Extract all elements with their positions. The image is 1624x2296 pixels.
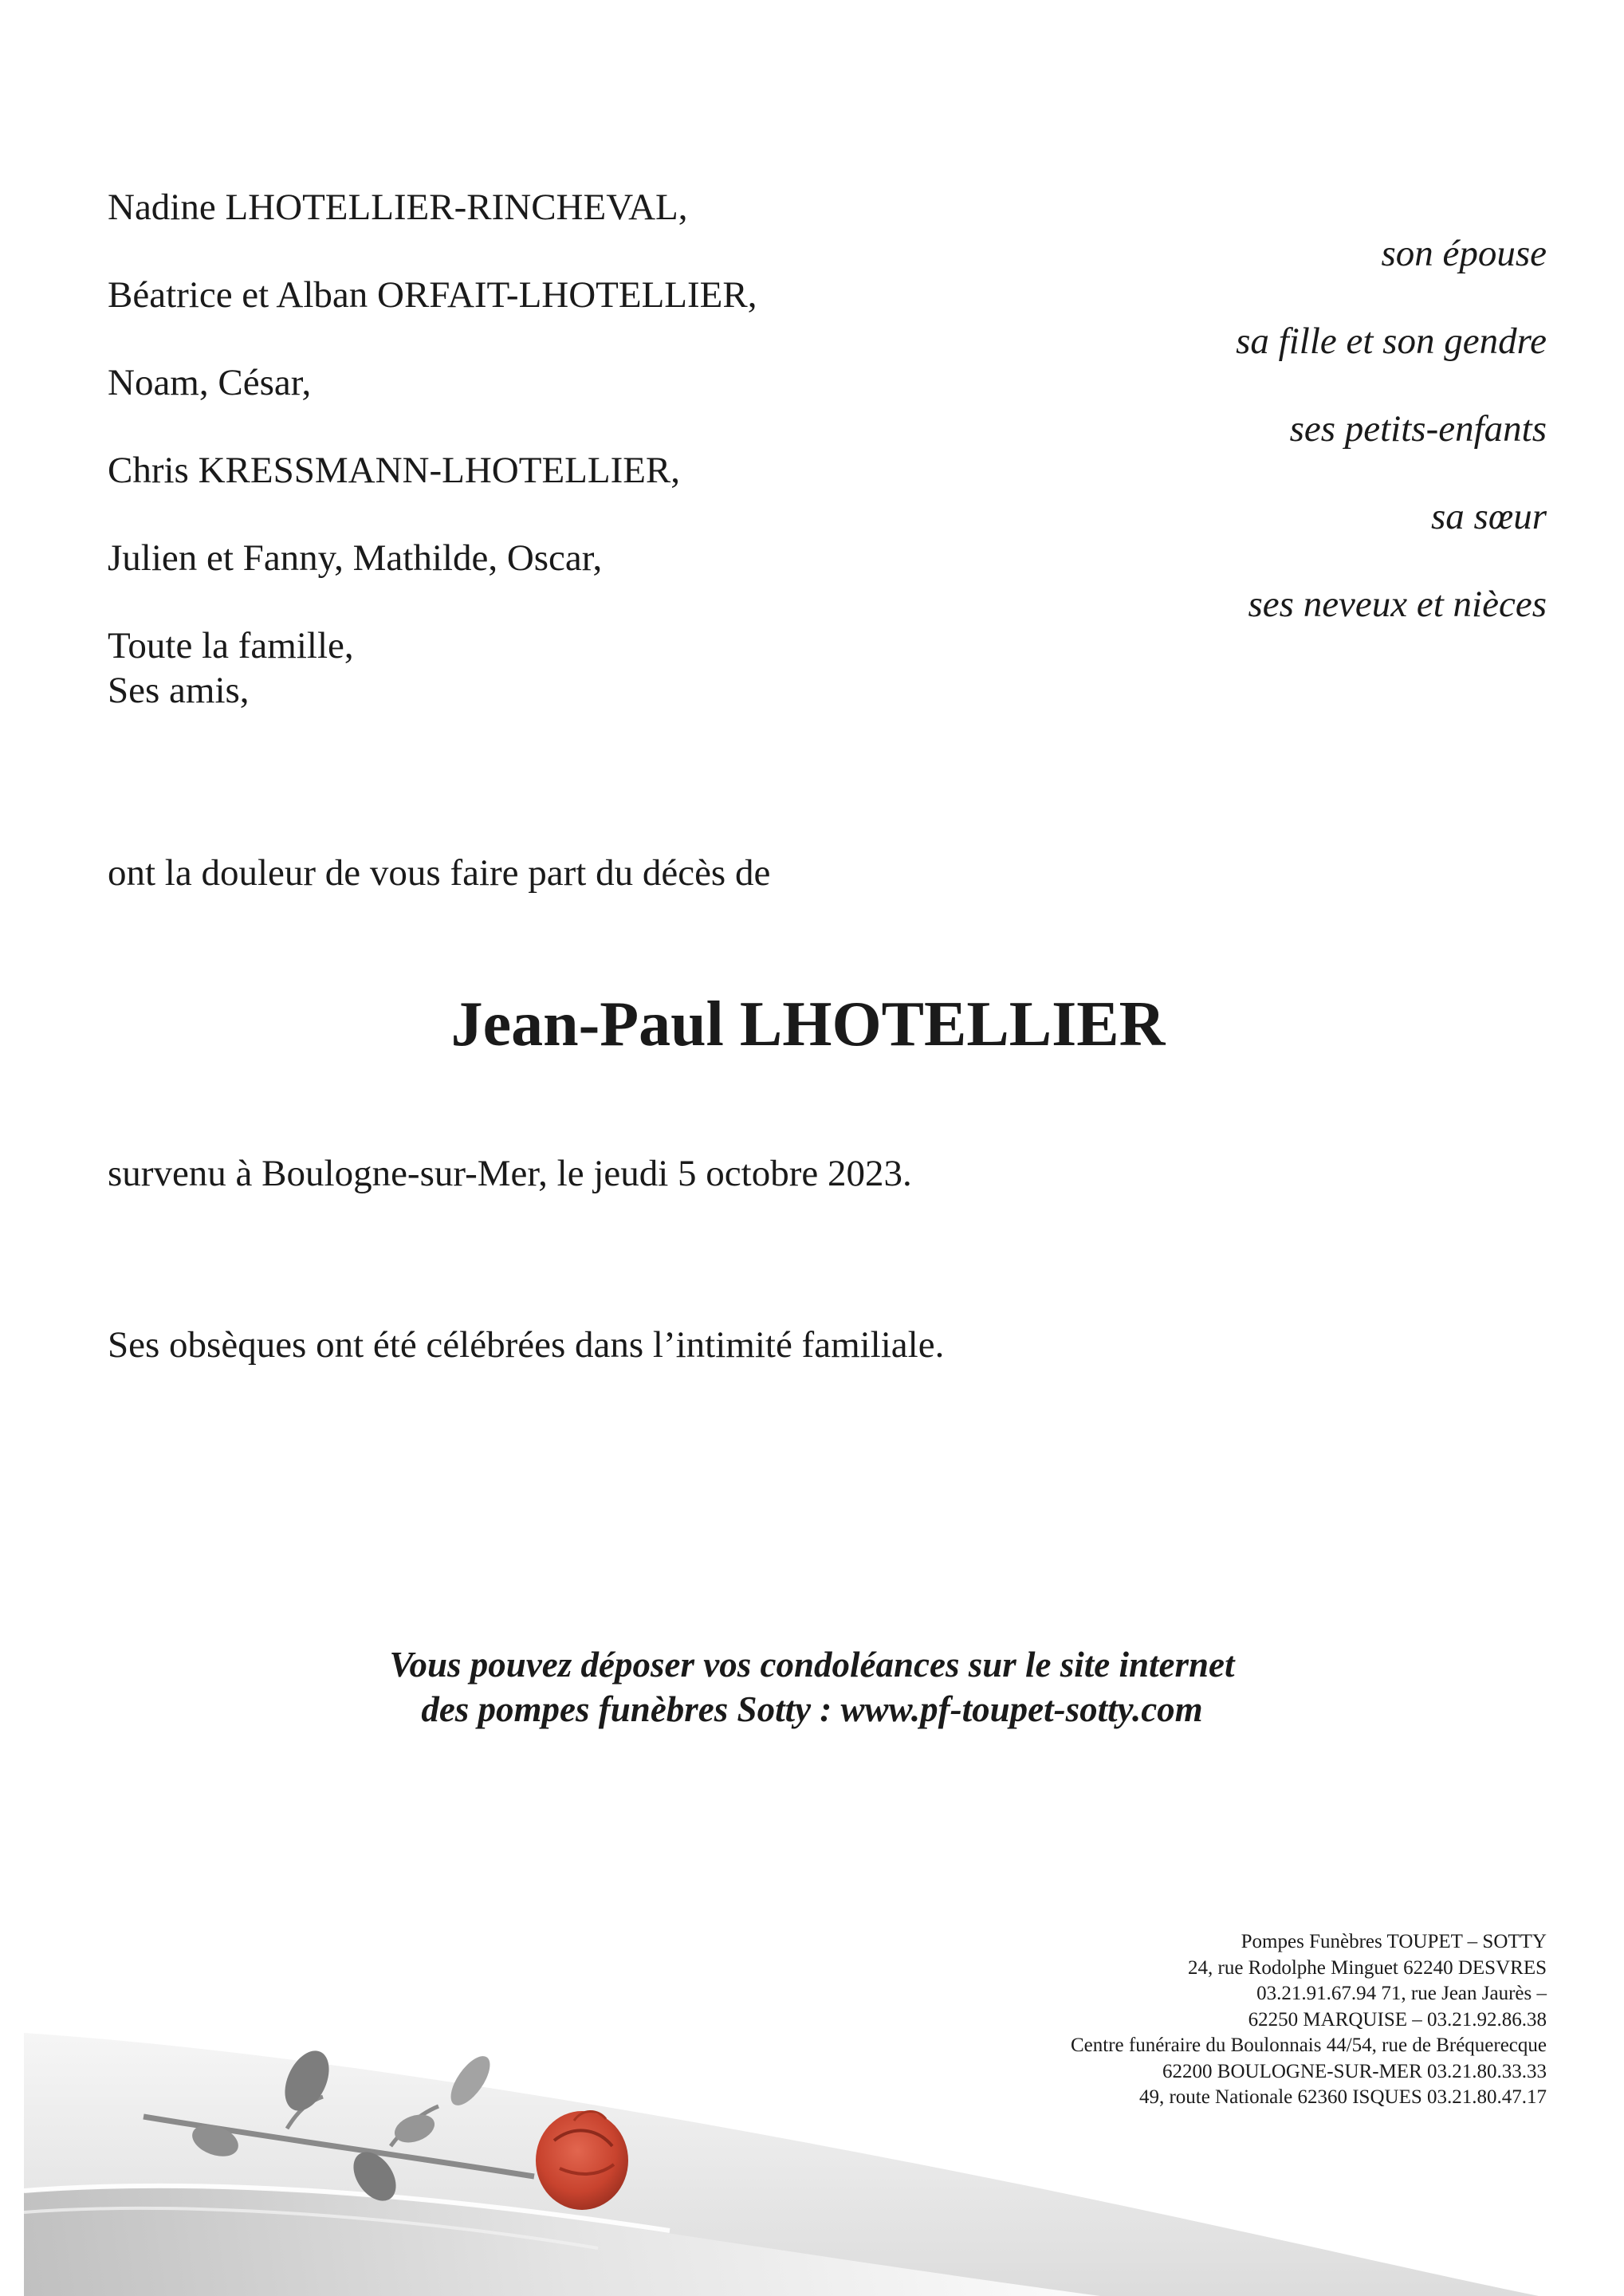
- family-member: Toute la famille,: [108, 625, 354, 666]
- condolences-notice: [0, 1642, 1624, 1732]
- rose-bloom: [536, 2111, 628, 2210]
- funeral-home-line: 49, route Nationale 62360 ISQUES 03.21.80.47.17: [1138, 2086, 1547, 2108]
- relation-label: sa fille et son gendre: [1236, 320, 1547, 362]
- funeral-home-line: Centre funéraire du Boulonnais 44/54, rue de Bréquerecque: [1070, 2035, 1547, 2056]
- family-member: Béatrice et Alban ORFAIT-LHOTELLIER,: [108, 274, 757, 316]
- beach-background: [24, 2033, 1539, 2296]
- funeral-home-line: Pompes Funèbres TOUPET – SOTTY: [1241, 1931, 1547, 1952]
- announcement-text: ont la douleur de vous faire part du décès de: [108, 852, 771, 894]
- funeral-notice: Ses obsèques ont été célébrées dans l’intimité familiale.: [108, 1324, 945, 1366]
- funeral-home-line: 24, rue Rodolphe Minguet 62240 DESVRES: [1188, 1956, 1547, 1979]
- family-member: Nadine LHOTELLIER-RINCHEVAL,: [108, 187, 688, 228]
- funeral-home-line: 62250 MARQUISE – 03.21.92.86.38: [1248, 2008, 1547, 2031]
- funeral-home-line: 03.21.91.67.94 71, rue Jean Jaurès –: [1256, 1983, 1547, 2004]
- deceased-name-text: Jean-Paul LHOTELLIER: [450, 989, 1166, 1060]
- family-member: Ses amis,: [108, 670, 250, 711]
- relation-label: ses neveux et nièces: [1248, 584, 1547, 625]
- family-member: Chris KRESSMANN-LHOTELLIER,: [108, 450, 681, 491]
- relation-label: son épouse: [1381, 233, 1547, 274]
- condolences-line: Vous pouvez déposer vos condoléances sur le site internet: [389, 1645, 1235, 1685]
- death-notice: survenu à Boulogne-sur-Mer, le jeudi 5 octobre 2023.: [108, 1153, 912, 1194]
- family-member: Julien et Fanny, Mathilde, Oscar,: [108, 537, 603, 579]
- relation-label: sa sœur: [1431, 496, 1547, 537]
- deceased-name: [0, 989, 1624, 1061]
- funeral-home-line: 62200 BOULOGNE-SUR-MER 03.21.80.33.33: [1162, 2060, 1547, 2082]
- rose-on-beach-illustration: [24, 1937, 1624, 2296]
- condolences-line: des pompes funèbres Sotty : www.pf-toupet-sotty.com: [421, 1689, 1203, 1729]
- family-member: Noam, César,: [108, 362, 312, 403]
- relation-label: ses petits-enfants: [1289, 408, 1547, 450]
